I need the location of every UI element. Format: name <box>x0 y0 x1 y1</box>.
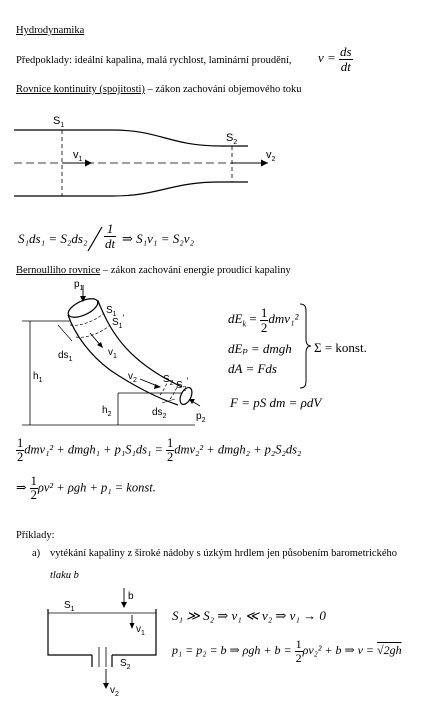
ds1-marker <box>58 325 72 341</box>
continuity-eq-num: 1 <box>104 222 116 237</box>
potential-energy-equation: dEₚ = dmgh <box>228 341 292 356</box>
continuity-equation-frac <box>104 222 116 250</box>
ds2-label: $ds_2$ <box>152 407 167 420</box>
p1-label: $p_1$ <box>74 279 84 292</box>
s2-prime-label: $S_2'$ <box>176 376 189 393</box>
tank-s2-label: $S_2$ <box>120 658 131 671</box>
s2-label: $S_2$ <box>163 374 174 387</box>
velocity-num: ds <box>340 44 352 59</box>
big-eq-b-den: 2 <box>167 450 174 465</box>
big-eq-b-num: 1 <box>167 436 174 450</box>
eq2-den: 2 <box>295 650 302 665</box>
velocity-lhs: v = <box>318 50 336 66</box>
p2-label: $p_2$ <box>196 411 206 424</box>
page-title: Hydrodynamika <box>16 25 85 36</box>
bernoulli-result <box>16 475 156 502</box>
pipe-bottom-wall <box>14 182 248 196</box>
eq2-mid: ρv₂² + b ⇒ v = <box>302 642 377 657</box>
ek-sub: k <box>242 319 247 329</box>
energy-brace <box>298 303 312 389</box>
ek-eq: = <box>246 311 260 327</box>
energy-sum-constant: Σ = konst. <box>314 340 367 355</box>
s1-prime-section <box>76 325 110 337</box>
v1-label: $v_1$ <box>108 347 117 360</box>
v2-label: $v_2$ <box>266 149 276 163</box>
bernoulli-description: – zákon zachování energie proudící kapaliny <box>100 265 291 276</box>
s1-label: $S_1$ <box>53 115 65 129</box>
h1-label: $h_1$ <box>33 371 43 384</box>
example-a-marker: a) <box>32 548 41 559</box>
examples-heading: Příklady: <box>16 530 55 541</box>
example-a-equation-2 <box>172 638 402 664</box>
v2-tank-arrowhead <box>103 683 109 689</box>
big-eq-mid: dmv₁² + dmgh₁ + p₁S₁ds₁ = <box>24 442 166 457</box>
kinetic-energy-equation <box>228 306 298 334</box>
v1-tank-arrowhead <box>130 623 135 629</box>
v1-label: $v_1$ <box>73 149 83 163</box>
p2-arrowhead <box>189 399 195 404</box>
force-mass-equation: F = pS dm = ρdV <box>230 395 322 410</box>
eq2-sqrt: √2gh <box>377 642 402 657</box>
v1-arrowhead <box>85 160 92 167</box>
b-arrowhead <box>121 602 127 608</box>
example-a-equation-1: S₁ ≫ S₂ ⇒ v₁ ≪ v₂ ⇒ v₁ → 0 <box>172 608 326 623</box>
example-a-line1: vytékání kapaliny z široké nádoby s úzkým hrdlem jen působením barometrického <box>50 548 397 559</box>
example-a-line2: tlaku b <box>50 570 79 581</box>
velocity-definition <box>318 45 353 73</box>
ek-den: 2 <box>260 319 268 335</box>
ek-num: 1 <box>260 305 268 320</box>
bernoulli-heading: Bernoulliho rovnice <box>16 265 101 276</box>
big-eq-end: dmv₂² + dmgh₂ + p₂S₂ds₂ <box>174 442 302 457</box>
work-equation: dA = Fds <box>228 361 277 376</box>
big-eq-a-den: 2 <box>17 450 24 465</box>
big-eq-a-num: 1 <box>17 436 24 450</box>
ek-rhs: dmv₁² <box>268 311 299 327</box>
result-rest: ρv² + ρgh + p₁ = konst. <box>37 480 156 495</box>
result-num: 1 <box>30 474 37 488</box>
tank-diagram <box>0 585 170 700</box>
continuity-eq-den: dt <box>105 235 116 251</box>
eq2-left: p₁ = p₂ = b ⇒ ρgh + b = <box>172 642 295 657</box>
continuity-equation <box>18 232 87 245</box>
s2-label: $S_2$ <box>226 132 238 146</box>
continuity-heading-line <box>16 85 302 96</box>
result-prefix: ⇒ <box>16 480 30 495</box>
s1-prime-label: $S_1'$ <box>112 313 125 330</box>
result-den: 2 <box>30 488 37 503</box>
tank-s1-label: $S_1$ <box>64 600 75 613</box>
bernoulli-diagram <box>0 275 215 430</box>
tank-outlet-pipe <box>92 655 112 667</box>
continuity-heading: Rovnice kontinuity (spojitosti) <box>16 84 145 95</box>
divide-slash <box>86 226 104 252</box>
pipe-top-wall <box>14 130 248 146</box>
s1-label: $S_1$ <box>106 305 117 318</box>
continuity-diagram <box>0 110 433 205</box>
bernoulli-full-equation <box>16 437 301 464</box>
tube-lower-wall <box>68 315 178 405</box>
velocity-den: dt <box>340 58 351 74</box>
tank-v1-label: $v_1$ <box>136 624 145 637</box>
tank-b-label: b <box>128 591 134 602</box>
v2-stream-arrowhead <box>154 384 161 389</box>
ds1-label: $ds_1$ <box>58 350 73 363</box>
assumptions-text: Předpoklady: ideální kapalina, malá rychlost, laminární proudění, <box>16 55 292 66</box>
eq2-num: 1 <box>295 637 302 651</box>
continuity-equation-right: ⇒ S₁v₁ = S₂v₂ <box>122 231 195 246</box>
ek-lhs: dE <box>228 311 243 327</box>
h2-label: $h_2$ <box>102 405 112 418</box>
v2-label: $v_2$ <box>128 371 137 384</box>
continuity-description: – zákon zachování objemového toku <box>144 84 302 95</box>
continuity-eq-left: S₁ds₁ = S₂ds₂ <box>18 231 88 246</box>
tank-v2-label: $v_2$ <box>110 685 119 698</box>
